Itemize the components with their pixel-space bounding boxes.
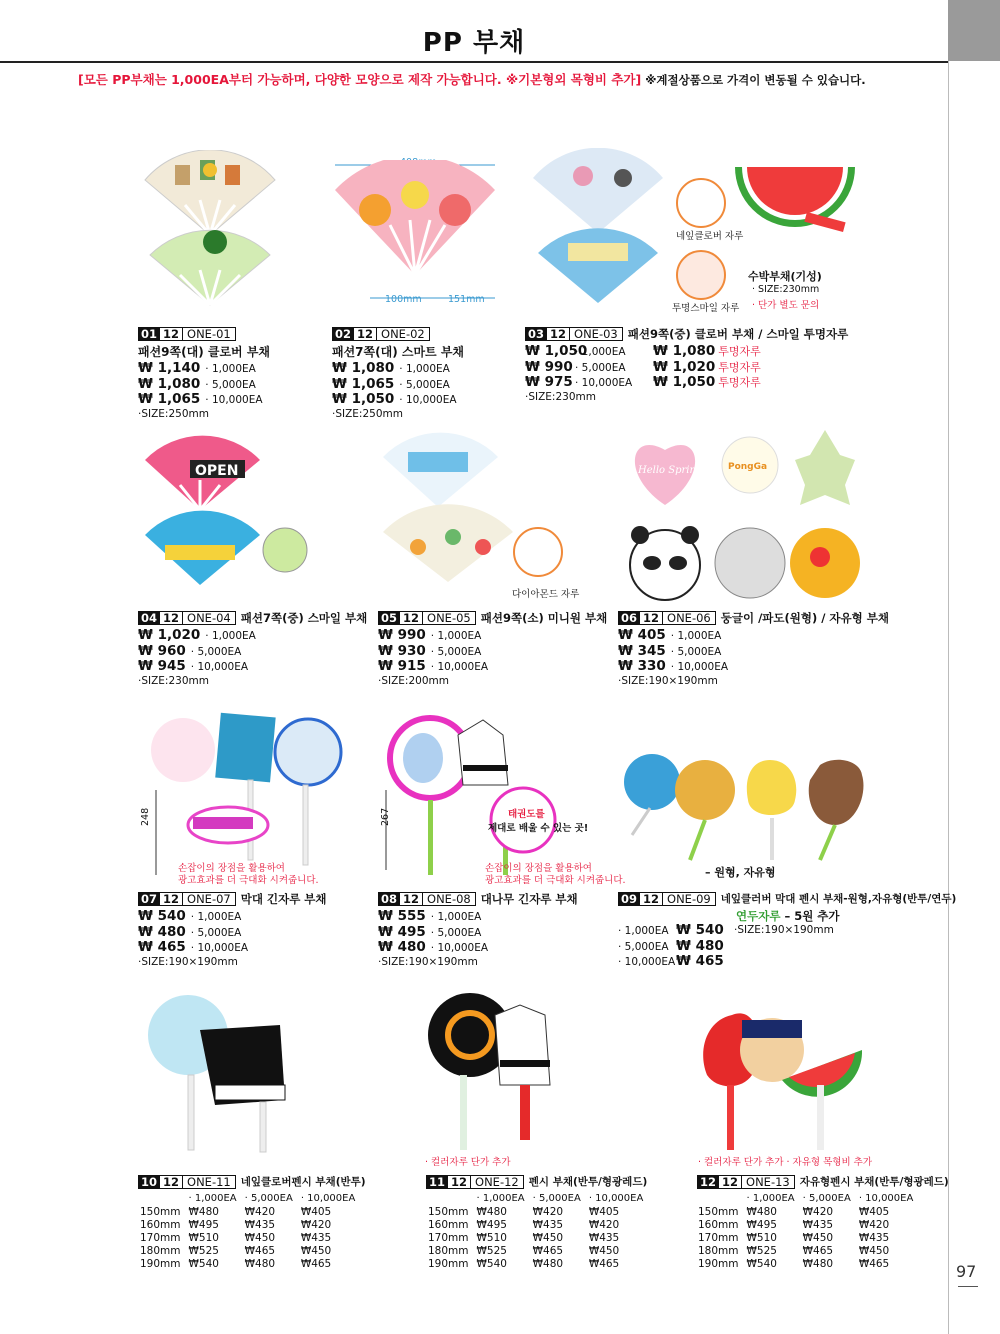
product-one-03: 03 12 ONE-03 패션9쪽(중) 클로버 부채 / 스마일 투명자루 ₩ 1,050 · 1,000EA ₩ 1,080 투명자루 ₩ 990 · 5,000EA ₩ 1,020 투명자루 ₩ 975 · 10,000EA ₩ 1,050 투명자루 ·SIZE:230mm [525,326,849,403]
product-one-12 [426,1174,647,1189]
table-price-cell: ₩465 [244,1244,276,1257]
table-row [424,1218,647,1231]
table-price-cell: ₩510 [476,1231,507,1244]
table-size-cell: 170mm [140,1231,181,1244]
table-size-cell: 170mm [698,1231,739,1244]
table-price-cell: ₩435 [532,1218,564,1231]
notice-main: [모든 PP부채는 1,000EA부터 가능하며, 다양한 모양으로 제작 가능합니다. ※기본형외 목형비 추가] [78,72,642,87]
table-size-cell: 160mm [698,1218,739,1231]
table-price-cell: ₩480 [802,1257,834,1270]
table-col-header: · 10,000EA [588,1193,644,1204]
smile-handle-caption: 투명스마일 자루 [672,303,740,314]
table-price-cell: ₩465 [588,1257,620,1270]
watermelon-title: 수박부채(기성) [748,270,822,283]
product-name: 패션9쪽(대) 클로버 부채 [138,345,271,359]
table-corner [694,1192,743,1205]
watermelon-size: · SIZE:230mm [752,284,820,295]
table-price-cell: ₩465 [532,1244,564,1257]
table-corner [136,1192,185,1205]
table-col-header: · 5,000EA [532,1193,581,1204]
table-size-cell: 160mm [428,1218,469,1231]
product-size: ·SIZE:190×190mm [138,955,238,968]
product-image-one-06 [620,425,860,605]
table-corner [424,1192,473,1205]
table-row [694,1205,917,1218]
table-col-header: · 5,000EA [802,1193,851,1204]
table-row [136,1231,359,1244]
product-size: ·SIZE:200mm [378,674,449,687]
color-handle-note: · 컬러자루 단가 추가 [425,1157,511,1168]
table-price-cell: ₩525 [746,1244,777,1257]
table-row [694,1218,917,1231]
product-one-13 [697,1174,949,1189]
table-size-cell: 160mm [140,1218,181,1231]
table-price-cell: ₩450 [588,1244,620,1257]
dimension-248: 248 [140,807,151,826]
table-col-header: · 5,000EA [244,1193,293,1204]
table-row [424,1257,647,1270]
product-one-09: 09 12 ONE-09 네잎클러버 막대 펜시 부채-원형,자유형(반투/연두) 연두자루 – 5원 추가 · 1,000EA ₩ 540 · 5,000EA ₩ 480 · 10,000EA ₩ 465 ·SIZE:190×190mm [618,891,957,969]
handle-caption-2: 광고효과를 더 극대화 시켜줍니다. [485,875,626,886]
table-row [424,1231,647,1244]
page-number-rule [958,1286,978,1287]
image-caption-round-freeform: – 원형, 자유형 [705,866,776,879]
product-code: 06 12 ONE-06 둥글이 /파도(원형) / 자유형 부채 [618,610,889,625]
product-name: 패션7쪽(대) 스마트 부채 [332,345,465,359]
price-table-one-12 [424,1192,647,1270]
bubble-text-2: 제대로 배울 수 있는 곳! [488,823,589,834]
table-price-cell: ₩495 [476,1218,507,1231]
product-image-one-02 [330,160,500,305]
product-image-one-13 [697,995,867,1155]
table-price-cell: ₩480 [244,1257,276,1270]
watermelon-note: · 단가 별도 문의 [752,300,820,311]
product-code: 07 12 ONE-07 막대 긴자루 부채 [138,891,327,906]
table-price-cell: ₩420 [532,1205,564,1218]
table-size-cell: 180mm [428,1244,469,1257]
table-price-cell: ₩435 [588,1231,620,1244]
dimension-267: 267 [380,807,391,826]
table-price-cell: ₩405 [300,1205,332,1218]
table-price-cell: ₩450 [858,1244,890,1257]
product-one-11 [138,1174,366,1189]
table-price-cell: ₩420 [588,1218,620,1231]
product-one-02: 02 12 ONE-02 패션7쪽(대) 스마트 부채 ₩ 1,080 · 1,000EA ₩ 1,065 · 5,000EA ₩ 1,050 · 10,000EA ·SIZE:250mm [332,326,465,420]
diamond-handle-caption: 다이아몬드 자루 [512,589,580,600]
table-row [136,1205,359,1218]
color-handle-note: · 컬러자루 단가 추가 · 자유형 목형비 추가 [698,1157,873,1168]
product-code: 08 12 ONE-08 대나무 긴자루 부채 [378,891,578,906]
table-size-cell: 190mm [140,1257,181,1270]
table-price-cell: ₩480 [188,1205,219,1218]
table-price-cell: ₩540 [476,1257,507,1270]
product-image-one-11 [140,990,290,1155]
table-price-cell: ₩510 [188,1231,219,1244]
product-one-07: 07 12 ONE-07 막대 긴자루 부채 ₩ 540 · 1,000EA ₩ 480 · 5,000EA ₩ 465 · 10,000EA ·SIZE:190×190mm [138,891,327,968]
table-col-header: · 10,000EA [300,1193,356,1204]
product-image-one-07 [138,710,368,880]
product-size: ·SIZE:190×190mm [378,955,478,968]
product-image-one-04 [140,435,310,590]
page-number: 97 [956,1262,977,1281]
product-code: 11 12 ONE-12 펜시 부채(반투/형광레드) [426,1174,647,1189]
product-one-04: 04 12 ONE-04 패션7쪽(중) 스마일 부채 ₩ 1,020 · 1,000EA ₩ 960 · 5,000EA ₩ 945 · 10,000EA ·SIZE:230mm [138,610,368,687]
watermelon-fan-image [730,152,860,247]
product-code: 10 12 ONE-11 네잎클로버펜시 부채(반투) [138,1174,366,1189]
table-size-cell: 180mm [698,1244,739,1257]
table-price-cell: ₩435 [858,1231,890,1244]
product-code: 12 12 ONE-13 자유형펜시 부채(반투/형광레드) [697,1174,949,1189]
table-price-cell: ₩405 [588,1205,620,1218]
product-one-08: 08 12 ONE-08 대나무 긴자루 부채 ₩ 555 · 1,000EA ₩ 495 · 5,000EA ₩ 480 · 10,000EA ·SIZE:190×190mm [378,891,578,968]
handle-caption-1: 손잡이의 장점을 활용하여 [178,863,285,874]
product-code: 04 12 ONE-04 패션7쪽(중) 스마일 부채 [138,610,367,625]
table-row [694,1257,917,1270]
product-size: ·SIZE:230mm [138,674,209,687]
side-rule [948,61,949,1334]
table-price-cell: ₩480 [532,1257,564,1270]
handle-caption-2: 광고효과를 더 극대화 시켜줍니다. [178,875,319,886]
open-sign-text: OPEN [195,463,239,479]
product-image-one-01 [140,150,280,310]
table-col-header: · 1,000EA [746,1193,795,1204]
table-size-cell: 150mm [428,1205,469,1218]
product-size: ·SIZE:250mm [332,407,403,420]
bubble-text-1: 태권도를 [508,809,545,820]
table-col-header: · 10,000EA [858,1193,914,1204]
table-row [136,1244,359,1257]
table-price-cell: ₩465 [858,1257,890,1270]
product-code: 03 12 ONE-03 패션9쪽(중) 클로버 부채 / 스마일 투명자루 [525,326,848,341]
table-col-header: · 1,000EA [188,1193,237,1204]
table-row [136,1257,359,1270]
product-image-one-03 [528,148,668,308]
section-tab [948,0,1000,61]
table-price-cell: ₩420 [244,1205,276,1218]
table-row [694,1244,917,1257]
table-size-cell: 180mm [140,1244,181,1257]
hello-spring-text: Hello Spring [638,465,703,476]
price-table-one-11 [136,1192,359,1270]
table-price-cell: ₩480 [746,1205,777,1218]
product-size: ·SIZE:190×190mm [734,924,834,936]
table-size-cell: 190mm [428,1257,469,1270]
table-price-cell: ₩420 [802,1205,834,1218]
pongga-text: PongGa [728,462,768,472]
notice-season: ※계절상품으로 가격이 변동될 수 있습니다. [641,73,866,87]
product-size: ·SIZE:190×190mm [618,674,718,687]
table-price-cell: ₩420 [858,1218,890,1231]
smile-handle-image [676,250,726,300]
table-row [694,1231,917,1244]
table-row [424,1244,647,1257]
table-price-cell: ₩450 [532,1231,564,1244]
product-size: ·SIZE:230mm [525,390,596,403]
product-size: ·SIZE:250mm [138,407,209,420]
dimension-right: 151mm [448,294,485,305]
table-price-cell: ₩420 [300,1218,332,1231]
clover-handle-caption: 네잎클로버 자루 [676,231,744,242]
product-image-one-09 [620,750,870,865]
notice [78,70,866,88]
handle-caption-1: 손잡이의 장점을 활용하여 [485,863,592,874]
clover-handle-image [676,178,726,228]
dimension-left: 100mm [385,294,422,305]
color-handle-note: 연두자루 – 5원 추가 [736,909,840,923]
table-row [424,1205,647,1218]
table-price-cell: ₩450 [300,1244,332,1257]
table-size-cell: 150mm [140,1205,181,1218]
product-code: 05 12 ONE-05 패션9쪽(소) 미니원 부채 [378,610,607,625]
table-price-cell: ₩495 [746,1218,777,1231]
table-size-cell: 170mm [428,1231,469,1244]
table-price-cell: ₩435 [802,1218,834,1231]
product-one-06: 06 12 ONE-06 둥글이 /파도(원형) / 자유형 부채 ₩ 405 · 1,000EA ₩ 345 · 5,000EA ₩ 330 · 10,000EA ·SIZE:190×190mm [618,610,889,687]
table-price-cell: ₩510 [746,1231,777,1244]
table-price-cell: ₩435 [244,1218,276,1231]
product-image-one-12 [425,990,575,1155]
table-price-cell: ₩465 [802,1244,834,1257]
product-one-01: 01 12 ONE-01 패션9쪽(대) 클로버 부채 ₩ 1,140 · 1,000EA ₩ 1,080 · 5,000EA ₩ 1,065 · 10,000EA ·SIZE:250mm [138,326,271,420]
table-price-cell: ₩465 [300,1257,332,1270]
table-size-cell: 190mm [698,1257,739,1270]
table-price-cell: ₩525 [188,1244,219,1257]
table-price-cell: ₩405 [858,1205,890,1218]
table-price-cell: ₩540 [188,1257,219,1270]
table-price-cell: ₩450 [244,1231,276,1244]
table-row [136,1218,359,1231]
table-price-cell: ₩495 [188,1218,219,1231]
title-rule [0,61,948,63]
table-price-cell: ₩525 [476,1244,507,1257]
product-one-05: 05 12 ONE-05 패션9쪽(소) 미니원 부채 ₩ 990 · 1,000EA ₩ 930 · 5,000EA ₩ 915 · 10,000EA ·SIZE:200mm [378,610,608,687]
table-size-cell: 150mm [698,1205,739,1218]
product-code: 09 12 ONE-09 네잎클러버 막대 펜시 부채-원형,자유형(반투/연두) [618,891,956,906]
price-table-one-13 [694,1192,917,1270]
product-image-one-05 [378,432,568,592]
table-price-cell: ₩540 [746,1257,777,1270]
table-price-cell: ₩435 [300,1231,332,1244]
product-code: 01 12 ONE-01 [138,326,270,341]
product-image-one-08 [378,710,578,880]
page-title: PP 부채 [422,28,526,58]
table-price-cell: ₩480 [476,1205,507,1218]
table-col-header: · 1,000EA [476,1193,525,1204]
product-code: 02 12 ONE-02 [332,326,464,341]
table-price-cell: ₩450 [802,1231,834,1244]
